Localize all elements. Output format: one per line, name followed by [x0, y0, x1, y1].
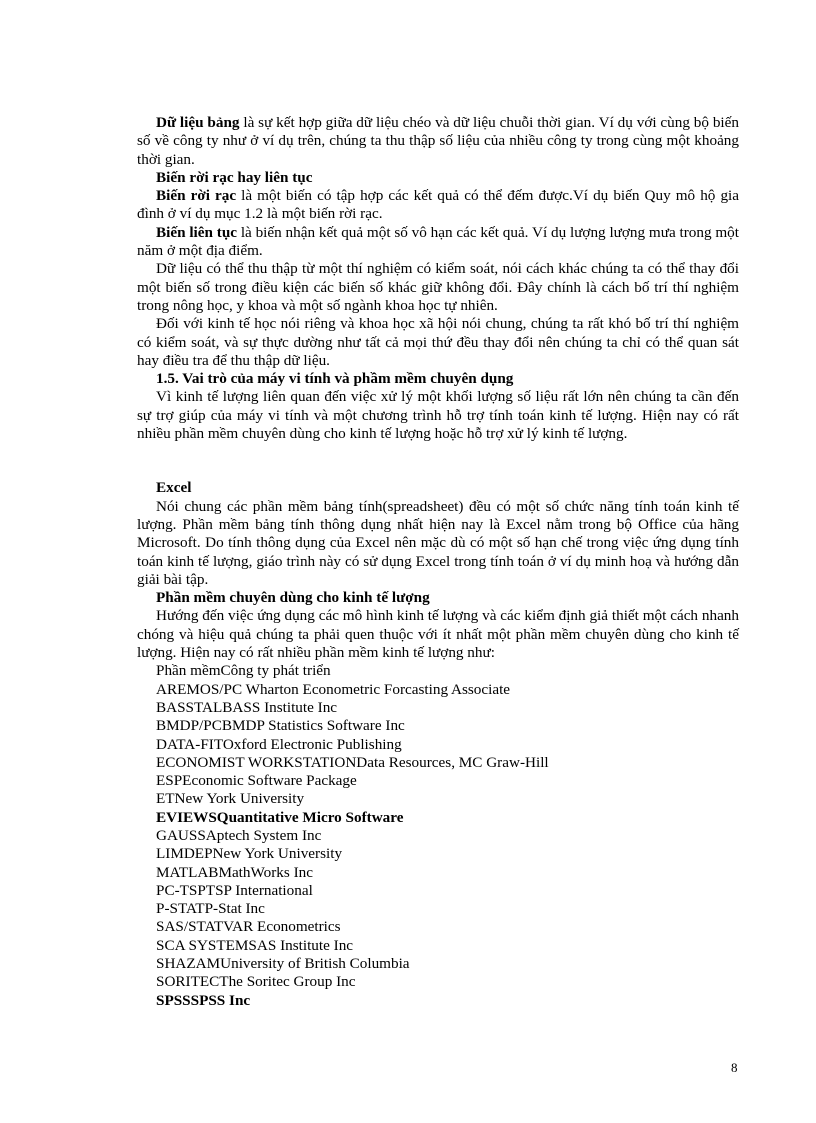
- paragraph-econometric-software: Hướng đến việc ứng dụng các mô hình kinh tế lượng và các kiểm định giả thiết một cách nhanh chóng và hiệu quả chúng ta phải quen thuộc với ít nhất một phần mềm chuyên dùng cho kinh tế lượng. Hiện nay có rất nhiều phần mềm kinh tế lượng như:: [137, 607, 739, 662]
- term-discrete-variable: Biến rời rạc: [156, 187, 237, 205]
- list-item: MATLABMathWorks Inc: [156, 863, 313, 881]
- term-panel-data: Dữ liệu bảng: [156, 114, 240, 131]
- list-item: ECONOMIST WORKSTATIONData Resources, MC Graw-Hill: [156, 753, 549, 771]
- paragraph-text: là một biến có tập hợp các kết quả có thể đếm được.Ví dụ biến Quy mô hộ gia đình ở ví dụ mục 1.2 là một biến rời rạc.: [137, 187, 740, 223]
- list-item: SCA SYSTEMSAS Institute Inc: [156, 936, 354, 954]
- paragraph-text: là biến nhận kết quả một số vô hạn các kết quả. Ví dụ lượng lượng mưa trong một năm ở một địa điểm.: [137, 223, 739, 260]
- document-body: [137, 114, 739, 1010]
- software-list: [137, 662, 739, 1010]
- list-item: GAUSSAptech System Inc: [156, 826, 322, 844]
- paragraph-spacer: [137, 443, 739, 479]
- paragraph-computer-role: Vì kinh tế lượng liên quan đến việc xử lý một khối lượng số liệu rất lớn nên chúng ta cần đến sự trợ giúp của máy vi tính và một chương trình hỗ trợ tính toán kinh tế lượng. Hiện nay có rất nhiều phần mềm chuyên dùng cho kinh tế lượng hoặc hỗ trợ xử lý kinh tế lượng.: [137, 388, 739, 443]
- list-item: EVIEWSQuantitative Micro Software: [156, 808, 404, 826]
- paragraph-continuous-variable: [137, 224, 739, 261]
- section-heading-1-5: 1.5. Vai trò của máy vi tính và phầm mềm chuyên dụng: [156, 370, 514, 388]
- list-item: P-STATP-Stat Inc: [156, 900, 265, 918]
- paragraph-excel: Nói chung các phần mềm bảng tính(spreadsheet) đều có một số chức năng tính toán kinh tế lượng. Phần mềm bảng tính thông dụng nhất hiện nay là Excel nằm trong bộ Office của hãng Microsoft. Do tính thông dụng của Excel nên mặc dù có một số hạn chế trong việc ứng dụng tính toán kinh tế lượng, giáo trình này có sử dụng Excel trong tính toán ở ví dụ minh hoạ và hướng dẫn giải bài tập.: [137, 497, 739, 588]
- list-item: BMDP/PCBMDP Statistics Software Inc: [156, 717, 405, 735]
- section-heading-econometric-software: Phần mềm chuyên dùng cho kinh tế lượng: [156, 589, 430, 607]
- list-item: ESPEconomic Software Package: [156, 772, 357, 790]
- list-item: PC-TSPTSP International: [156, 881, 313, 899]
- list-item: DATA-FITOxford Electronic Publishing: [156, 735, 402, 753]
- page-number: 8: [731, 1060, 738, 1075]
- section-heading-discrete-continuous: Biến rời rạc hay liên tục: [156, 168, 313, 186]
- list-item: LIMDEPNew York University: [156, 845, 343, 863]
- paragraph-discrete-variable: [137, 187, 739, 224]
- paragraph-panel-data: [137, 114, 739, 169]
- term-continuous-variable: Biến liên tục: [156, 223, 238, 241]
- list-item: BASSTALBASS Institute Inc: [156, 698, 338, 716]
- list-item: SPSSSPSS Inc: [156, 991, 251, 1009]
- list-item: AREMOS/PC Wharton Econometric Forcasting Associate: [156, 680, 511, 698]
- paragraph-social-science: Đối với kinh tế học nói riêng và khoa học xã hội nói chung, chúng ta rất khó bố trí thí nghiệm có kiểm soát, và sự thực dường như tất cả mọi thứ đều thay đổi nên chúng ta chỉ có thể quan sát hay điều tra để thu thập dữ liệu.: [137, 315, 739, 369]
- list-item: ETNew York University: [156, 790, 305, 808]
- paragraph-controlled-experiment: Dữ liệu có thể thu thập từ một thí nghiệm có kiểm soát, nói cách khác chúng ta có thể thay đổi một biến số trong điều kiện các biến số khác giữ không đổi. Đây chính là cách bố trí thí nghiệm trong nông học, y khoa và một số ngành khoa học tự nhiên.: [137, 260, 739, 314]
- list-item: SORITECThe Soritec Group Inc: [156, 973, 356, 991]
- software-list-header: Phần mềmCông ty phát triển: [156, 662, 331, 680]
- list-item: SAS/STATVAR Econometrics: [156, 918, 341, 936]
- list-item: SHAZAMUniversity of British Columbia: [156, 955, 410, 973]
- paragraph-text: là sự kết hợp giữa dữ liệu chéo và dữ liệu chuỗi thời gian. Ví dụ với cùng bộ biến số về công ty như ở ví dụ trên, chúng ta thu thập số liệu của nhiều công ty trong cùng một khoảng thời gian.: [137, 114, 739, 168]
- section-heading-excel: Excel: [156, 479, 192, 497]
